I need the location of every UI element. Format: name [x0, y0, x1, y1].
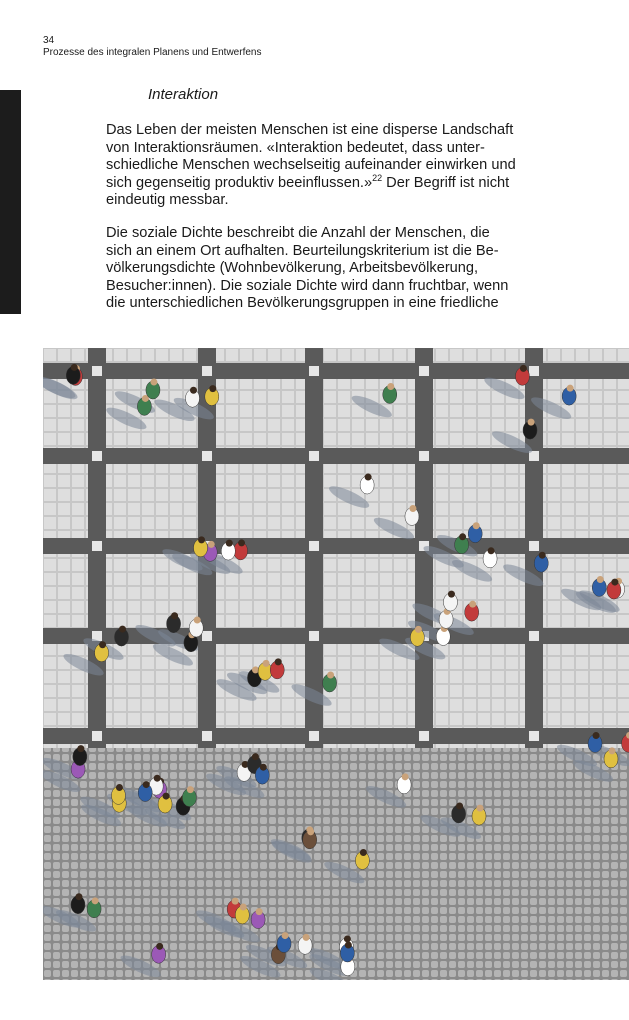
person-head: [209, 385, 216, 392]
paving-tile: [419, 451, 429, 461]
person-head: [99, 641, 106, 648]
paving-tile: [202, 631, 212, 641]
person-head: [75, 893, 82, 900]
person-head: [194, 617, 201, 624]
person-head: [116, 784, 123, 791]
paving-tile: [202, 366, 212, 376]
paving-tile: [92, 731, 102, 741]
page-number: 34: [43, 35, 55, 46]
person-head: [260, 764, 267, 771]
person-head: [92, 897, 99, 904]
person-head: [71, 364, 78, 371]
person-head: [365, 474, 372, 481]
crowd-square-photo: [43, 348, 629, 980]
person-head: [327, 672, 334, 679]
person-head: [198, 536, 205, 543]
paragraph-2-line: sich an einem Ort aufhalten. Beurteilungskriterium ist die Be-: [106, 242, 499, 259]
person-head: [597, 576, 604, 583]
paving-tile: [419, 731, 429, 741]
paragraph-2-line: völkerungsdichte (Wohnbevölkerung, Arbeitsbevölkerung,: [106, 260, 479, 276]
paragraph-1-line: sich gegenseitig produktiv beeinflussen.»: [106, 174, 373, 191]
paving-tile: [202, 731, 212, 741]
paving-tile: [529, 631, 539, 641]
paving-tile: [92, 366, 102, 376]
person-head: [256, 908, 263, 915]
person-head: [252, 753, 259, 760]
paving-tile: [529, 731, 539, 741]
person-head: [263, 660, 270, 667]
paragraph-1-line: eindeutig messbar.: [106, 192, 229, 208]
person-head: [477, 805, 484, 812]
person-head: [360, 849, 367, 856]
paving-tile: [92, 541, 102, 551]
person-head: [307, 828, 314, 835]
person-head: [77, 745, 84, 752]
section-heading: Interaktion: [148, 86, 219, 103]
person-head: [344, 935, 351, 942]
person-head: [156, 943, 163, 950]
person-head: [448, 591, 455, 598]
paving-tile: [419, 366, 429, 376]
paving-tile: [529, 541, 539, 551]
person-head: [488, 547, 495, 554]
person-head: [208, 541, 215, 548]
person-head: [345, 942, 352, 949]
paving-tile: [529, 366, 539, 376]
paving-tile: [309, 366, 319, 376]
person-head: [539, 552, 546, 559]
paragraph-2: [106, 225, 546, 313]
person-head: [171, 612, 178, 619]
paragraph-1-line: von Interaktionsräumen. «Interaktion bedeutet, dass unter-: [106, 139, 485, 156]
person-head: [456, 802, 463, 809]
paving-tile: [309, 541, 319, 551]
person-head: [187, 786, 194, 793]
paving-band-horizontal: [43, 628, 629, 644]
person-head: [163, 793, 170, 800]
person-head: [154, 775, 161, 782]
paving-band-horizontal: [43, 448, 629, 464]
person-head: [528, 419, 535, 426]
person-head: [611, 579, 618, 586]
person-head: [593, 732, 600, 739]
person-head: [232, 898, 239, 905]
paragraph-1-line: Das Leben der meisten Menschen ist eine disperse Landschaft: [106, 122, 514, 138]
paragraph-1: [106, 122, 546, 210]
person-head: [387, 383, 394, 390]
person-head: [473, 522, 480, 529]
person-head: [240, 903, 247, 910]
person-head: [119, 626, 126, 633]
paragraph-2-line: die unterschiedlichen Bevölkerungsgruppen in eine friedliche: [106, 295, 499, 311]
person-head: [415, 626, 422, 633]
paving-tile: [309, 731, 319, 741]
person-head: [520, 365, 527, 372]
person-head: [143, 781, 150, 788]
paragraph-1-line: Der Begriff ist nicht: [382, 174, 510, 191]
paving-band-horizontal: [43, 728, 629, 744]
paving-tile: [92, 451, 102, 461]
person-head: [238, 539, 245, 546]
person-head: [275, 658, 282, 665]
paving-band-horizontal: [43, 363, 629, 379]
chapter-side-tab: [0, 90, 21, 314]
person-head: [150, 379, 157, 386]
person-head: [226, 540, 233, 547]
paving-tile: [202, 451, 212, 461]
paragraph-2-line: Besucher:innen). Die soziale Dichte wird dann fruchtbar, wenn: [106, 277, 509, 294]
running-title: Prozesse des integralen Planens und Entwerfens: [43, 47, 262, 58]
person-head: [459, 533, 466, 540]
paving-tile: [309, 451, 319, 461]
person-head: [608, 747, 615, 754]
person-head: [303, 934, 310, 941]
footnote-reference[interactable]: 22: [372, 172, 383, 183]
person-head: [190, 387, 197, 394]
paragraph-1-line: schiedliche Menschen wechselseitig aufeinander einwirken und: [106, 157, 516, 173]
paragraph-2-line: Die soziale Dichte beschreibt die Anzahl der Menschen, die: [106, 225, 490, 241]
person-head: [567, 385, 574, 392]
person-head: [402, 773, 409, 780]
person-head: [409, 505, 416, 512]
paving-band-horizontal: [43, 538, 629, 554]
person-head: [282, 932, 289, 939]
paving-tile: [309, 631, 319, 641]
person-head: [469, 601, 476, 608]
